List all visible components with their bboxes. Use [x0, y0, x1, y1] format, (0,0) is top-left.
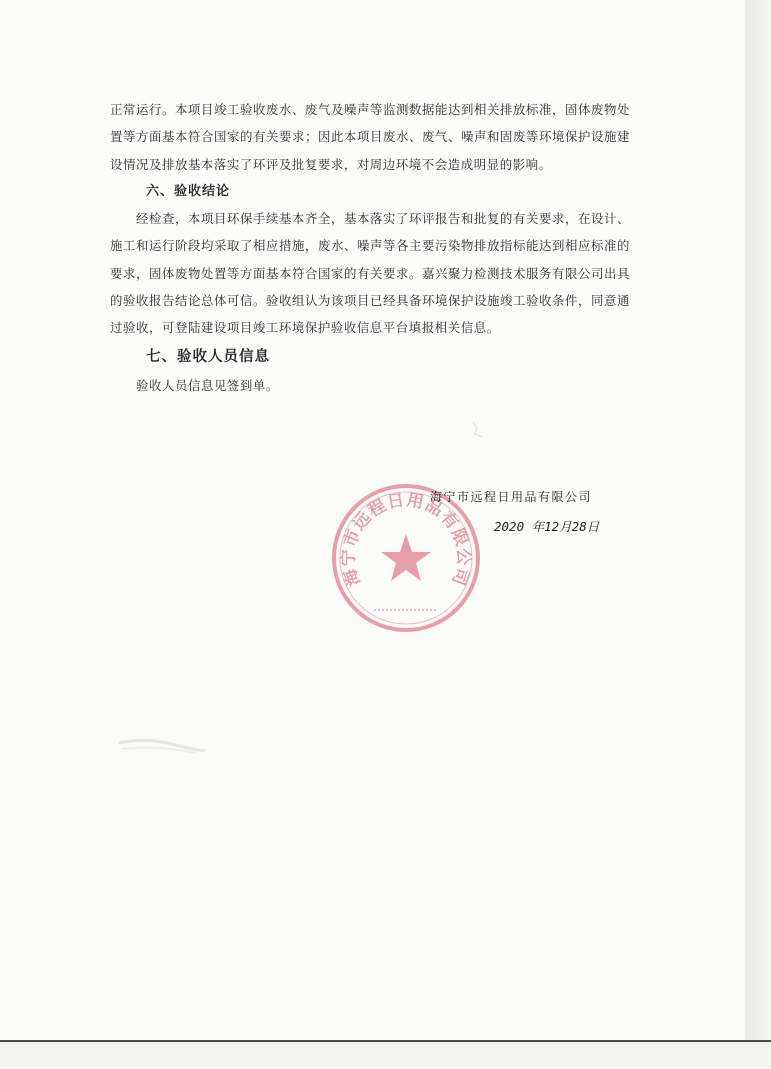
page-margin-strip: [745, 0, 771, 1040]
star-icon: [381, 534, 431, 581]
scan-smudge: [116, 735, 206, 757]
document-body: [110, 96, 630, 399]
paragraph-personnel-info: 验收人员信息见签到单。: [136, 377, 279, 393]
section-heading-acceptance-conclusion: 六、验收结论: [146, 183, 231, 199]
paragraph-previous-continuation: 正常运行。本项目竣工验收废水、废气及噪声等监测数据能达到相关排放标准，固体废物处置等方面基本符合国家的有关要求；因此本项目废水、废气、噪声和固废等环境保护设施建设情况及排放基本落实了环评及批复要求，对周边环境不会造成明显的影响。: [110, 102, 630, 172]
section-heading-acceptance-personnel: 七、验收人员信息: [146, 348, 270, 365]
signature-date: 2020 年12月28日: [494, 519, 600, 534]
pencil-mark-icon: [470, 418, 486, 440]
paragraph-acceptance-conclusion: 经检查，本项目环保手续基本齐全，基本落实了环评报告和批复的有关要求，在设计、施工和运行阶段均采取了相应措施，废水、噪声等各主要污染物排放指标能达到相应标准的要求，固体废物处置等方面基本符合国家的有关要求。嘉兴聚力检测技术服务有限公司出具的验收报告结论总体可信。验收组认为该项目已经具备环境保护设施竣工验收条件，同意通过验收，可登陆建设项目竣工环境保护验收信息平台填报相关信息。: [110, 211, 630, 336]
signature-company-name: 海宁市远程日用品有限公司: [430, 490, 593, 504]
seal-text: 海宁市远程日用品有限公司: [338, 490, 474, 589]
page-bottom-edge: [0, 1040, 771, 1042]
